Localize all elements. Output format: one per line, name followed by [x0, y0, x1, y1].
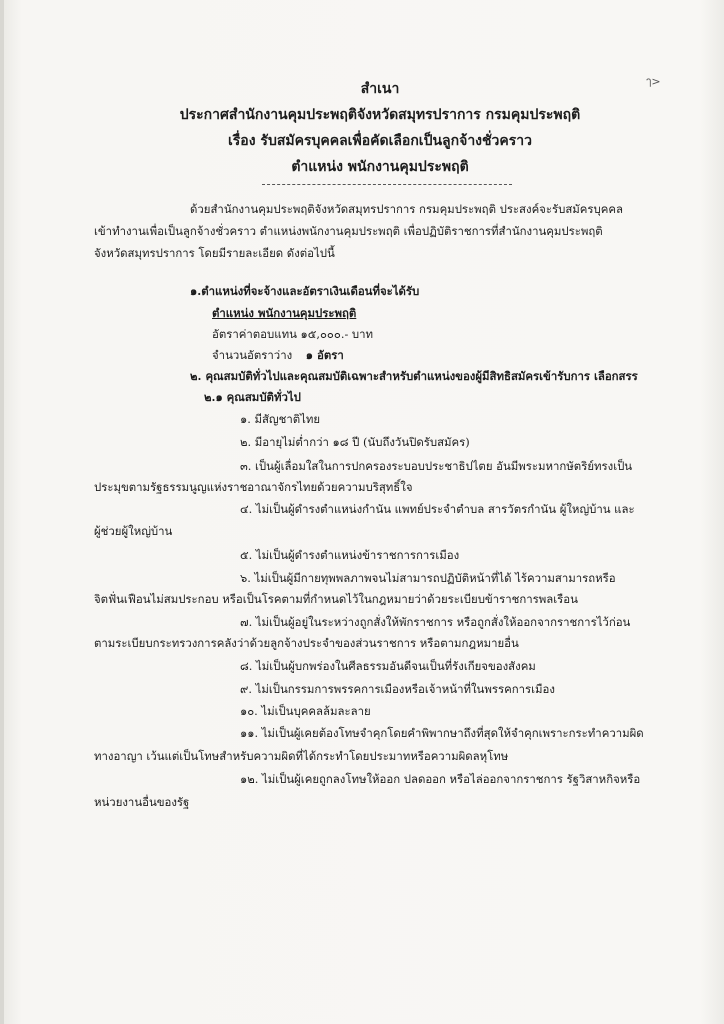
- qualification-item-cont: ผู้ช่วยผู้ใหญ่บ้าน: [94, 524, 173, 538]
- copy-label: สำเนา: [360, 81, 400, 97]
- intro-line: จังหวัดสมุทรปราการ โดยมีรายละเอียด ดังต่อไปนี้: [94, 246, 335, 260]
- header-divider: [262, 184, 512, 185]
- scan-edge: [0, 0, 4, 1024]
- announcement-subject: เรื่อง รับสมัครบุคคลเพื่อคัดเลือกเป็นลูกจ้างชั่วคราว: [228, 133, 532, 149]
- qualification-item-cont: ตามระเบียบกระทรวงการคลังว่าด้วยลูกจ้างประจำของส่วนราชการ หรือตามกฎหมายอื่น: [94, 636, 519, 650]
- qualification-item: ๗. ไม่เป็นผู้อยู่ในระหว่างถูกสั่งให้พักราชการ หรือถูกสั่งให้ออกจากราชการไว้ก่อน: [240, 615, 631, 629]
- qualification-item-cont: จิตฟั่นเฟือนไม่สมประกอบ หรือเป็นโรคตามที่กำหนดไว้ในกฎหมายว่าด้วยระเบียบข้าราชการพลเรือน: [94, 592, 578, 606]
- section-1-title: ๑.ตำแหน่งที่จะจ้างและอัตราเงินเดือนที่จะได้รับ: [190, 284, 420, 298]
- vacancy-label: จำนวนอัตราว่าง: [212, 348, 293, 362]
- section-2-title: ๒. คุณสมบัติทั่วไปและคุณสมบัติเฉพาะสำหรับตำแหน่งของผู้มีสิทธิสมัครเข้ารับการ เลือกสรร: [190, 369, 638, 383]
- qualification-item: ๑๒. ไม่เป็นผู้เคยถูกลงโทษให้ออก ปลดออก หรือไล่ออกจากราชการ รัฐวิสาหกิจหรือ: [240, 772, 641, 786]
- vacancy-line: [212, 347, 344, 365]
- announcement-title: ประกาศสำนักงานคุมประพฤติจังหวัดสมุทรปราการ กรมคุมประพฤติ: [179, 107, 581, 123]
- position-line: ตำแหน่ง พนักงานคุมประพฤติ: [212, 306, 357, 320]
- corner-handwritten-mark: ๅ>: [646, 75, 661, 88]
- qualification-item: ๖. ไม่เป็นผู้มีกายทุพพลภาพจนไม่สามารถปฏิบัติหน้าที่ได้ ไร้ความสามารถหรือ: [240, 571, 616, 585]
- qualification-item: ๑๑. ไม่เป็นผู้เคยต้องโทษจำคุกโดยคำพิพากษาถึงที่สุดให้จำคุกเพราะกระทำความผิด: [240, 726, 644, 740]
- qualification-item: ๑. มีสัญชาติไทย: [240, 412, 321, 426]
- qualification-item: ๕. ไม่เป็นผู้ดำรงตำแหน่งข้าราชการการเมือง: [240, 548, 460, 562]
- qualification-item-cont: หน่วยงานอื่นของรัฐ: [94, 795, 190, 809]
- vacancy-value: ๑ อัตรา: [305, 348, 344, 362]
- intro-line: ด้วยสำนักงานคุมประพฤติจังหวัดสมุทรปราการ กรมคุมประพฤติ ประสงค์จะรับสมัครบุคคล: [190, 202, 623, 216]
- qualification-item: ๓. เป็นผู้เลื่อมใสในการปกครองระบอบประชาธิปไตย อันมีพระมหากษัตริย์ทรงเป็น: [240, 459, 633, 473]
- qualification-item: ๘. ไม่เป็นผู้บกพร่องในศีลธรรมอันดีจนเป็นที่รังเกียจของสังคม: [240, 659, 536, 673]
- qualification-item: ๑๐. ไม่เป็นบุคคลล้มละลาย: [240, 704, 371, 718]
- section-2-1-title: ๒.๑ คุณสมบัติทั่วไป: [204, 390, 301, 404]
- position-title: ตำแหน่ง พนักงานคุมประพฤติ: [291, 159, 469, 175]
- qualification-item-cont: ประมุขตามรัฐธรรมนูญแห่งราชอาณาจักรไทยด้วยความบริสุทธิ์ใจ: [94, 480, 413, 494]
- intro-line: เข้าทำงานเพื่อเป็นลูกจ้างชั่วคราว ตำแหน่งพนักงานคุมประพฤติ เพื่อปฏิบัติราชการที่สำนักงานคุมประพฤติ: [94, 224, 603, 238]
- qualification-item: ๒. มีอายุไม่ต่ำกว่า ๑๘ ปี (นับถึงวันปิดรับสมัคร): [240, 435, 470, 449]
- qualification-item: ๔. ไม่เป็นผู้ดำรงตำแหน่งกำนัน แพทย์ประจำตำบล สารวัตรกำนัน ผู้ใหญ่บ้าน และ: [240, 502, 635, 516]
- qualification-item: ๙. ไม่เป็นกรรมการพรรคการเมืองหรือเจ้าหน้าที่ในพรรคการเมือง: [240, 682, 555, 696]
- salary-line: อัตราค่าตอบแทน ๑๕,๐๐๐.- บาท: [212, 327, 374, 341]
- intro-paragraph: [94, 198, 694, 264]
- qualification-item-cont: ทางอาญา เว้นแต่เป็นโทษสำหรับความผิดที่ได้กระทำโดยประมาทหรือความผิดลหุโทษ: [94, 749, 509, 763]
- document-header: [90, 76, 670, 180]
